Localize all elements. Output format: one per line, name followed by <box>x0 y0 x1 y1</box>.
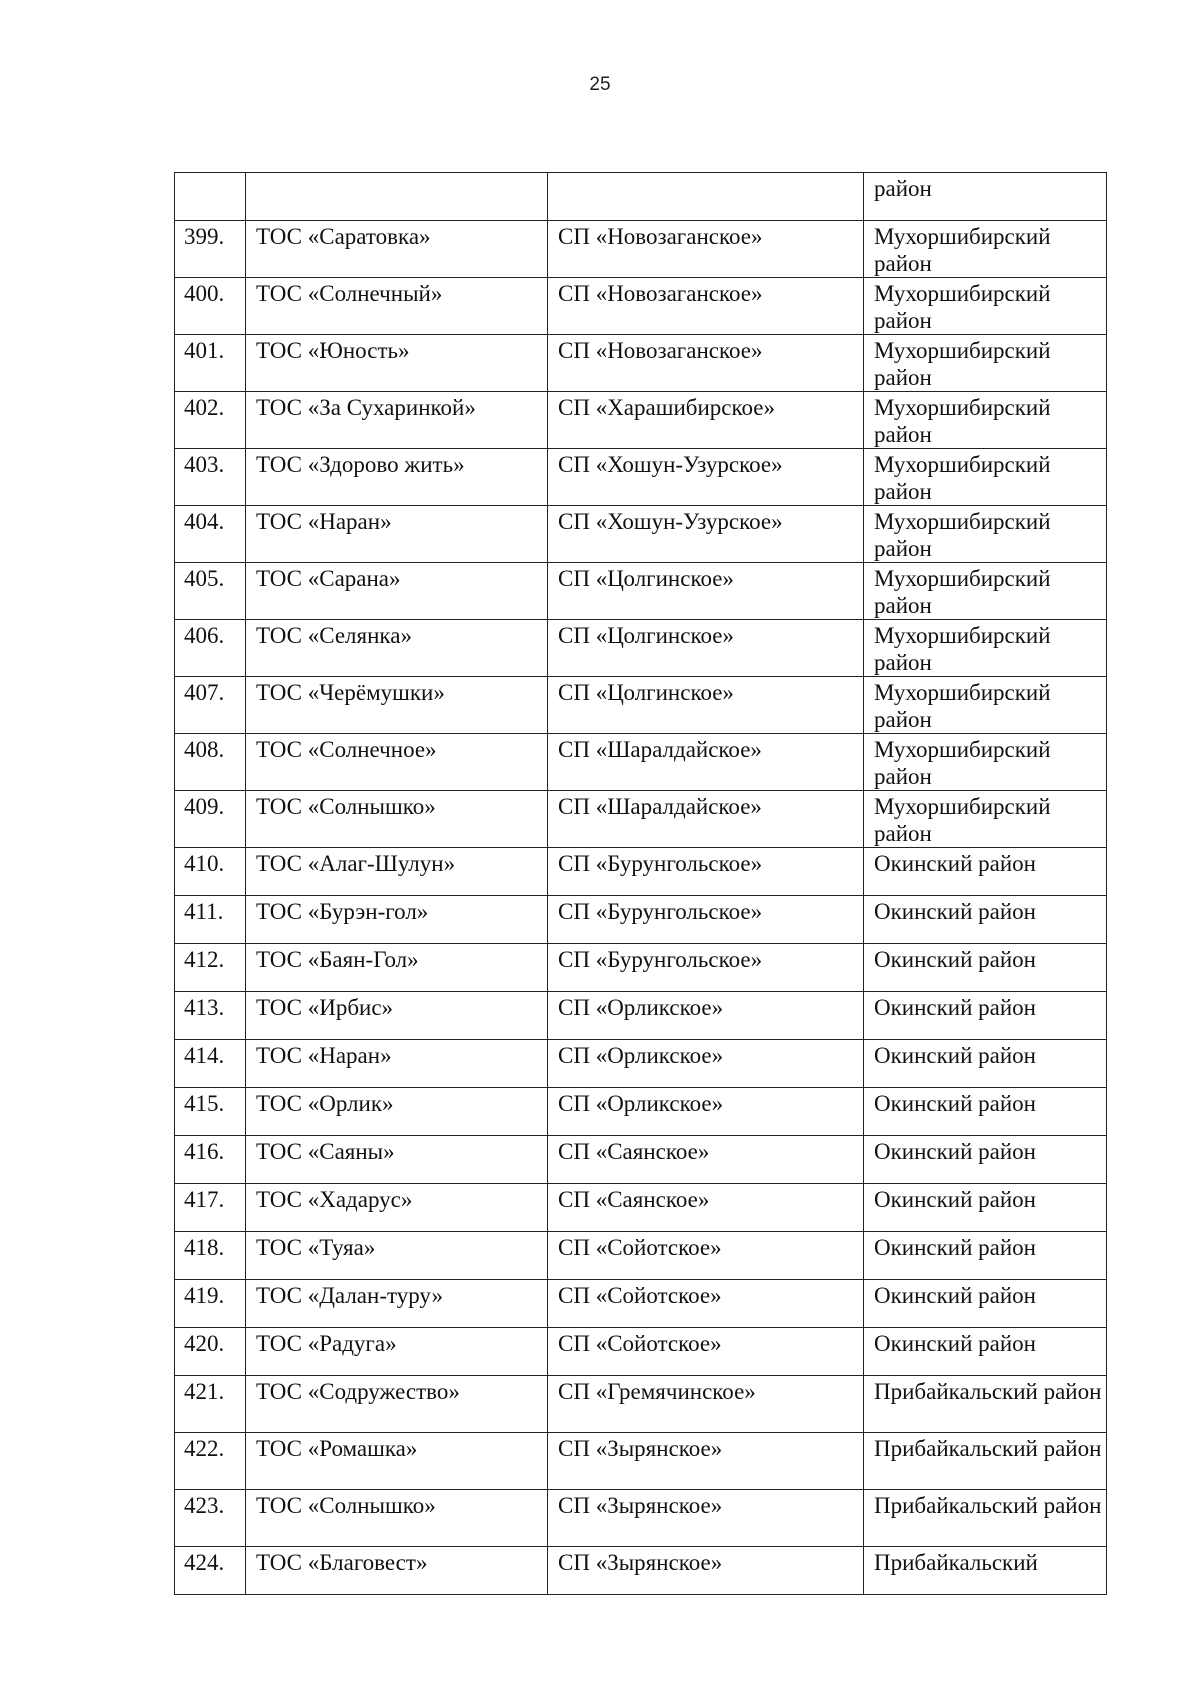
district-name: Окинский район <box>864 992 1107 1040</box>
district-name: Окинский район <box>864 1280 1107 1328</box>
tos-name: ТОС «Солнечное» <box>246 734 548 791</box>
district-name: Прибайкальский <box>864 1547 1107 1595</box>
row-number <box>175 173 246 221</box>
row-number: 401. <box>175 335 246 392</box>
settlement-name: СП «Новозаганское» <box>548 221 864 278</box>
tos-name: ТОС «Благовест» <box>246 1547 548 1595</box>
settlement-name: СП «Шаралдайское» <box>548 791 864 848</box>
table-row <box>175 992 1107 1040</box>
table-row <box>175 506 1107 563</box>
tos-name: ТОС «Ирбис» <box>246 992 548 1040</box>
district-name: Окинский район <box>864 896 1107 944</box>
table-row <box>175 1184 1107 1232</box>
settlement-name: СП «Сойотское» <box>548 1280 864 1328</box>
table-row <box>175 1136 1107 1184</box>
tos-name: ТОС «Селянка» <box>246 620 548 677</box>
tos-name: ТОС «Туяа» <box>246 1232 548 1280</box>
tos-name: ТОС «Солнышко» <box>246 791 548 848</box>
row-number: 403. <box>175 449 246 506</box>
table-row <box>175 1376 1107 1433</box>
row-number: 424. <box>175 1547 246 1595</box>
table-row <box>175 392 1107 449</box>
settlement-name: СП «Шаралдайское» <box>548 734 864 791</box>
settlement-name: СП «Бурунгольское» <box>548 848 864 896</box>
settlement-name: СП «Зырянское» <box>548 1490 864 1547</box>
row-number: 411. <box>175 896 246 944</box>
table-row <box>175 1088 1107 1136</box>
table-row <box>175 1328 1107 1376</box>
settlement-name: СП «Сойотское» <box>548 1232 864 1280</box>
table-row <box>175 734 1107 791</box>
settlement-name: СП «Саянское» <box>548 1184 864 1232</box>
district-name: Прибайкальский район <box>864 1376 1107 1433</box>
tos-name: ТОС «Наран» <box>246 1040 548 1088</box>
district-name: Мухоршибирский район <box>864 278 1107 335</box>
row-number: 420. <box>175 1328 246 1376</box>
district-name: Мухоршибирский район <box>864 335 1107 392</box>
tos-registry-table <box>174 172 1107 1595</box>
tos-name: ТОС «Баян-Гол» <box>246 944 548 992</box>
row-number: 421. <box>175 1376 246 1433</box>
row-number: 414. <box>175 1040 246 1088</box>
settlement-name: СП «Новозаганское» <box>548 278 864 335</box>
row-number: 408. <box>175 734 246 791</box>
tos-name: ТОС «Наран» <box>246 506 548 563</box>
table-row <box>175 1433 1107 1490</box>
district-name: Мухоршибирский район <box>864 734 1107 791</box>
settlement-name: СП «Сойотское» <box>548 1328 864 1376</box>
tos-name: ТОС «Саратовка» <box>246 221 548 278</box>
settlement-name: СП «Орликское» <box>548 1040 864 1088</box>
district-name: Окинский район <box>864 1184 1107 1232</box>
table-row <box>175 278 1107 335</box>
settlement-name: СП «Орликское» <box>548 1088 864 1136</box>
settlement-name: СП «Хошун-Узурское» <box>548 506 864 563</box>
row-number: 410. <box>175 848 246 896</box>
table-row <box>175 563 1107 620</box>
table-row <box>175 620 1107 677</box>
settlement-name: СП «Новозаганское» <box>548 335 864 392</box>
settlement-name: СП «Саянское» <box>548 1136 864 1184</box>
settlement-name: СП «Цолгинское» <box>548 620 864 677</box>
tos-name: ТОС «Далан-туру» <box>246 1280 548 1328</box>
settlement-name: СП «Зырянское» <box>548 1547 864 1595</box>
table-row <box>175 1232 1107 1280</box>
district-name: Мухоршибирский район <box>864 620 1107 677</box>
registry-body <box>175 173 1107 1595</box>
row-number: 404. <box>175 506 246 563</box>
row-number: 422. <box>175 1433 246 1490</box>
district-name: район <box>864 173 1107 221</box>
row-number: 415. <box>175 1088 246 1136</box>
row-number: 405. <box>175 563 246 620</box>
tos-name: ТОС «Солнышко» <box>246 1490 548 1547</box>
settlement-name: СП «Бурунгольское» <box>548 944 864 992</box>
district-name: Окинский район <box>864 1040 1107 1088</box>
tos-name: ТОС «Саяны» <box>246 1136 548 1184</box>
settlement-name <box>548 173 864 221</box>
table-row <box>175 944 1107 992</box>
tos-name: ТОС «Радуга» <box>246 1328 548 1376</box>
tos-name: ТОС «Содружество» <box>246 1376 548 1433</box>
settlement-name: СП «Цолгинское» <box>548 563 864 620</box>
district-name: Мухоршибирский район <box>864 677 1107 734</box>
row-number: 399. <box>175 221 246 278</box>
row-number: 409. <box>175 791 246 848</box>
table-row <box>175 1547 1107 1595</box>
tos-name: ТОС «Орлик» <box>246 1088 548 1136</box>
table-row <box>175 1280 1107 1328</box>
table-row <box>175 677 1107 734</box>
tos-name: ТОС «За Сухаринкой» <box>246 392 548 449</box>
table-row <box>175 791 1107 848</box>
settlement-name: СП «Бурунгольское» <box>548 896 864 944</box>
row-number: 413. <box>175 992 246 1040</box>
settlement-name: СП «Орликское» <box>548 992 864 1040</box>
row-number: 406. <box>175 620 246 677</box>
tos-name: ТОС «Здорово жить» <box>246 449 548 506</box>
row-number: 419. <box>175 1280 246 1328</box>
district-name: Окинский район <box>864 1136 1107 1184</box>
table-row <box>175 449 1107 506</box>
row-number: 412. <box>175 944 246 992</box>
tos-name: ТОС «Ромашка» <box>246 1433 548 1490</box>
table-row <box>175 1490 1107 1547</box>
tos-name: ТОС «Юность» <box>246 335 548 392</box>
settlement-name: СП «Зырянское» <box>548 1433 864 1490</box>
tos-name: ТОС «Сарана» <box>246 563 548 620</box>
settlement-name: СП «Харашибирское» <box>548 392 864 449</box>
row-number: 416. <box>175 1136 246 1184</box>
tos-name: ТОС «Солнечный» <box>246 278 548 335</box>
settlement-name: СП «Гремячинское» <box>548 1376 864 1433</box>
tos-name: ТОС «Черёмушки» <box>246 677 548 734</box>
tos-name: ТОС «Хадарус» <box>246 1184 548 1232</box>
district-name: Окинский район <box>864 944 1107 992</box>
tos-name <box>246 173 548 221</box>
district-name: Мухоршибирский район <box>864 392 1107 449</box>
district-name: Окинский район <box>864 1088 1107 1136</box>
tos-name: ТОС «Алаг-Шулун» <box>246 848 548 896</box>
table-row <box>175 896 1107 944</box>
district-name: Мухоршибирский район <box>864 506 1107 563</box>
table-row <box>175 221 1107 278</box>
row-number: 418. <box>175 1232 246 1280</box>
row-number: 407. <box>175 677 246 734</box>
district-name: Окинский район <box>864 848 1107 896</box>
district-name: Мухоршибирский район <box>864 449 1107 506</box>
district-name: Прибайкальский район <box>864 1433 1107 1490</box>
row-number: 400. <box>175 278 246 335</box>
settlement-name: СП «Цолгинское» <box>548 677 864 734</box>
table-row <box>175 335 1107 392</box>
table-row <box>175 1040 1107 1088</box>
row-number: 402. <box>175 392 246 449</box>
row-number: 423. <box>175 1490 246 1547</box>
district-name: Окинский район <box>864 1232 1107 1280</box>
tos-name: ТОС «Бурэн-гол» <box>246 896 548 944</box>
row-number: 417. <box>175 1184 246 1232</box>
table-row-continuation <box>175 173 1107 221</box>
table-row <box>175 848 1107 896</box>
district-name: Прибайкальский район <box>864 1490 1107 1547</box>
page-number: 25 <box>589 74 611 95</box>
district-name: Мухоршибирский район <box>864 221 1107 278</box>
district-name: Окинский район <box>864 1328 1107 1376</box>
district-name: Мухоршибирский район <box>864 563 1107 620</box>
settlement-name: СП «Хошун-Узурское» <box>548 449 864 506</box>
district-name: Мухоршибирский район <box>864 791 1107 848</box>
